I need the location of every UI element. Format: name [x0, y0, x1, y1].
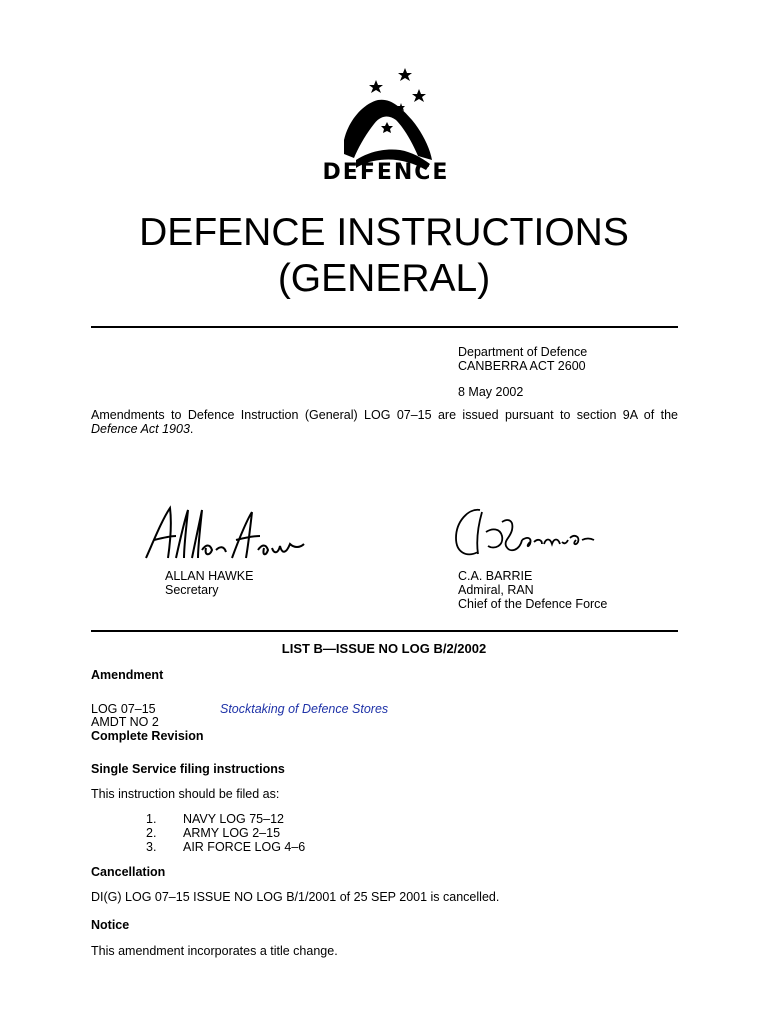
logo-wordmark: DEFENCE	[322, 160, 450, 185]
signatory-right-role: Admiral, RAN	[458, 583, 534, 597]
top-divider	[91, 326, 678, 328]
list-item-text: ARMY LOG 2–15	[183, 826, 281, 840]
filing-list	[146, 812, 305, 854]
cancellation-text: DI(G) LOG 07–15 ISSUE NO LOG B/1/2001 of 25 SEP 2001 is cancelled.	[91, 890, 500, 904]
list-item-text: NAVY LOG 75–12	[183, 812, 284, 826]
list-item-text: AIR FORCE LOG 4–6	[183, 840, 306, 854]
cancellation-heading: Cancellation	[91, 865, 166, 879]
signatory-left-name: ALLAN HAWKE	[165, 569, 254, 583]
middle-divider	[91, 630, 678, 632]
address-block	[458, 345, 587, 399]
signatory-right	[458, 569, 607, 611]
signatory-left	[165, 569, 253, 597]
notice-text: This amendment incorporates a title change.	[91, 944, 338, 958]
amendment-number: AMDT NO 2	[91, 715, 159, 729]
list-item-number: 3.	[146, 840, 157, 854]
hawke-signature	[140, 500, 310, 566]
intro-act: Defence Act 1903	[91, 422, 190, 436]
issue-date: 8 May 2002	[458, 385, 524, 399]
filing-heading: Single Service filing instructions	[91, 762, 285, 776]
signatory-right-name: C.A. BARRIE	[458, 569, 533, 583]
address-line-1: Department of Defence	[458, 345, 588, 359]
intro-period: .	[189, 422, 194, 436]
list-item	[146, 840, 305, 854]
title-line-1: DEFENCE INSTRUCTIONS	[139, 211, 629, 254]
filing-intro: This instruction should be filed as:	[91, 787, 280, 801]
list-item	[146, 812, 305, 826]
list-item-number: 1.	[146, 812, 157, 826]
notice-heading: Notice	[91, 918, 130, 932]
amendment-title-link[interactable]: Stocktaking of Defence Stores	[220, 702, 389, 716]
signatory-right-role-2: Chief of the Defence Force	[458, 597, 608, 611]
page-title	[0, 210, 768, 302]
barrie-signature	[450, 502, 600, 564]
list-heading: LIST B—ISSUE NO LOG B/2/2002	[281, 641, 487, 656]
amendment-heading: Amendment	[91, 668, 164, 682]
intro-act-line	[91, 422, 193, 436]
amendment-revision: Complete Revision	[91, 729, 204, 743]
address-line-2: CANBERRA ACT 2600	[458, 359, 586, 373]
list-item-number: 2.	[146, 826, 157, 840]
list-item	[146, 826, 305, 840]
intro-text: Amendments to Defence Instruction (General) LOG 07–15 are issued pursuant to section 9A of the	[91, 408, 678, 422]
title-line-2: (GENERAL)	[277, 257, 491, 300]
amendment-log: LOG 07–15	[91, 702, 156, 716]
signatory-left-role: Secretary	[165, 583, 219, 597]
